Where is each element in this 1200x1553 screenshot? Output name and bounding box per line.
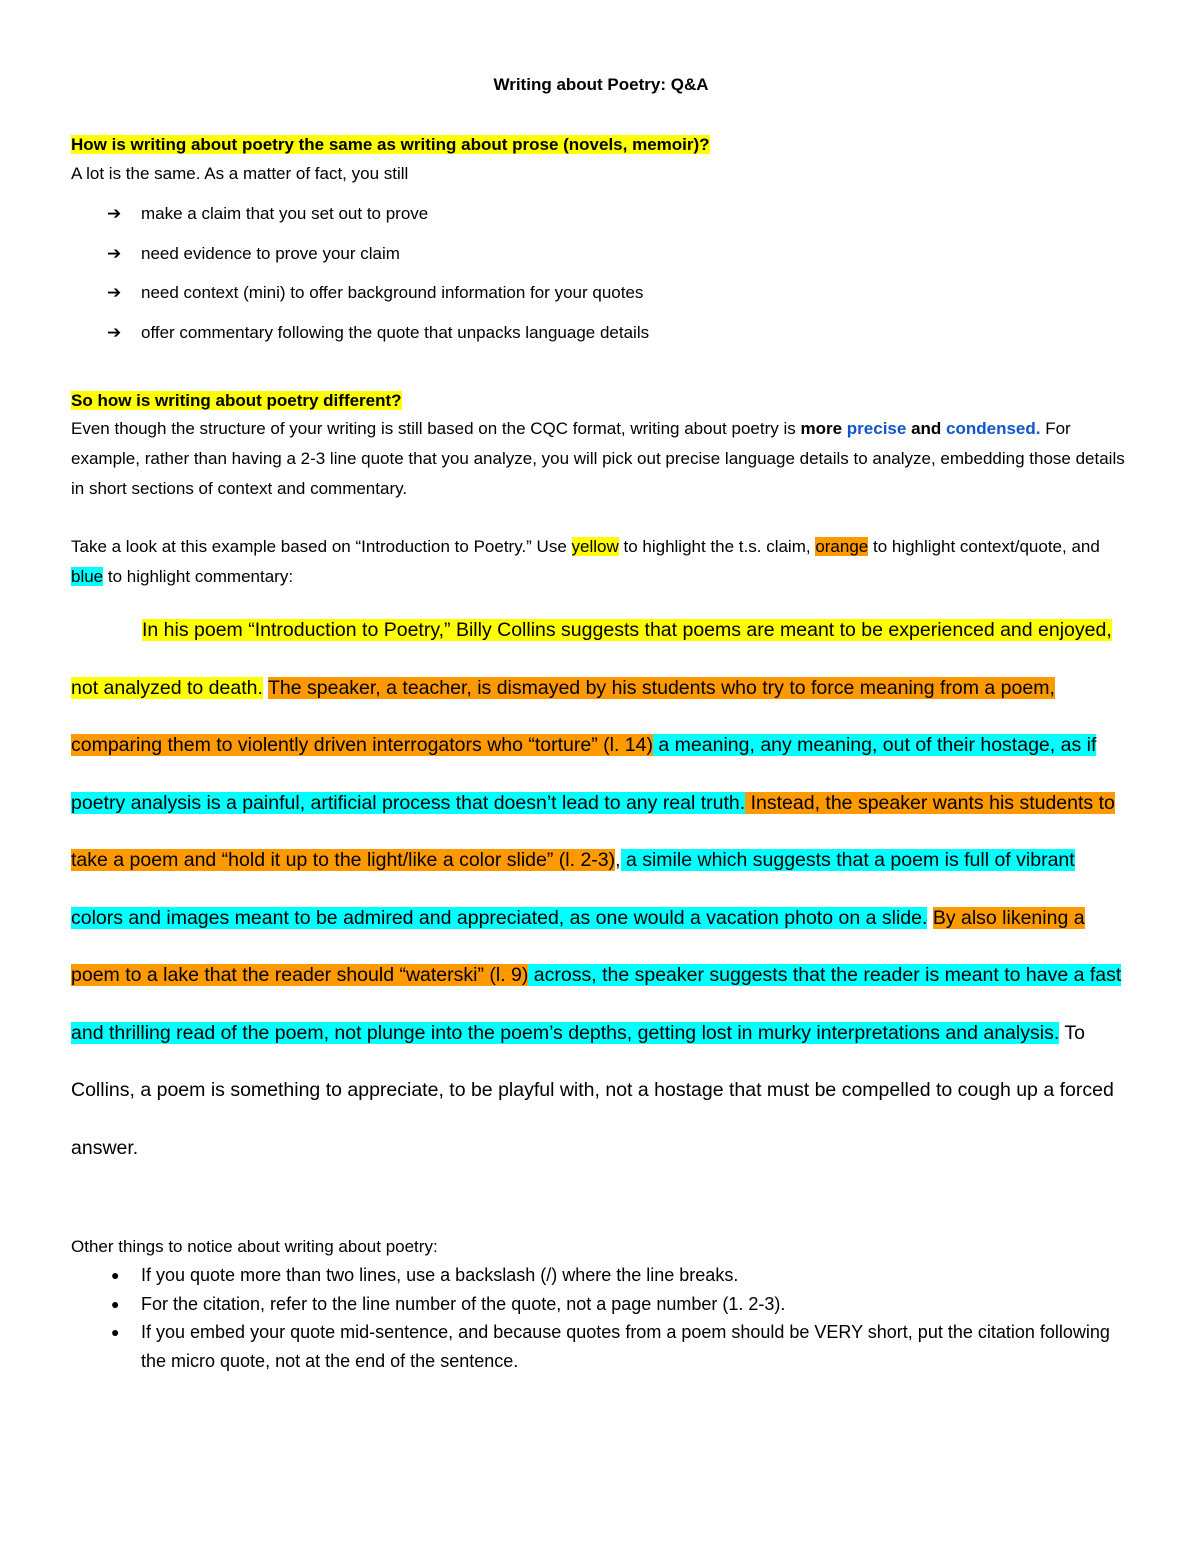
list-item-text: offer commentary following the quote that unpacks language details (141, 322, 650, 342)
text-run: to highlight context/quote, and (868, 537, 1100, 556)
text-run: For example, rather than having a 2-3 line quote that you analyze, you will pick out precise language details to analyze, embedding those details in short sections of context and commentary. (71, 419, 1125, 498)
emphasis-condensed: condensed. (946, 419, 1041, 438)
closing-sentence: To Collins, a poem is something to appreciate, to be playful with, not a hostage that must be compelled to cough up a forced answer. (71, 1021, 1114, 1159)
text-run: to highlight commentary: (103, 567, 294, 586)
section2-question-text: So how is writing about poetry different? (71, 391, 402, 410)
section2-question (71, 388, 1131, 414)
list-item (71, 273, 1131, 313)
bullet-icon: ● (111, 1324, 120, 1340)
spacer (71, 504, 1131, 532)
section1-question (71, 132, 1131, 158)
list-item-text: If you quote more than two lines, use a backslash (/) where the line breaks. (141, 1265, 739, 1285)
list-item (71, 313, 1131, 353)
arrow-icon: ➔ (107, 204, 122, 223)
context-quote-2: Instead, the speaker wants his students to take a poem and “hold it up to the light/like a color slide” (l. 2-3) (71, 791, 1115, 871)
list-item-text: make a claim that you set out to prove (141, 204, 429, 223)
emphasis-precise: precise (846, 419, 907, 438)
commentary-3: across, the speaker suggests that the reader is meant to have a fast and thrilling read of the poem, not plunge into the poem’s depths, getting lost in murky interpretations and analysis. (71, 964, 1122, 1044)
list-item-text: need context (mini) to offer background information for your quotes (141, 283, 644, 302)
other-things-list (71, 1261, 1131, 1375)
commentary-1: a meaning, any meaning, out of their hostage, as if poetry analysis is a painful, artificial process that doesn’t lead to any real truth. (71, 734, 1097, 814)
emphasis-and: and (911, 419, 942, 438)
list-item-text: If you embed your quote mid-sentence, and because quotes from a poem should be VERY short, put the citation following the micro quote, not at the end of the sentence. (141, 1322, 1110, 1371)
text-run: Even though the structure of your writing is still based on the CQC format, writing about poetry is (71, 419, 801, 438)
yellow-label: yellow (571, 537, 619, 556)
claim-sentence: In his poem “Introduction to Poetry,” Billy Collins suggests that poems are meant to be experienced and enjoyed, not analyzed to death. (71, 619, 1112, 699)
example-paragraph (71, 602, 1131, 1177)
spacer (71, 352, 1131, 388)
arrow-icon: ➔ (107, 243, 122, 263)
list-item (71, 1318, 1131, 1375)
list-item (71, 1290, 1131, 1319)
list-item (71, 234, 1131, 274)
list-item (71, 1261, 1131, 1290)
text-run: to highlight the t.s. claim, (618, 537, 816, 556)
section1-intro: A lot is the same. As a matter of fact, you still (71, 164, 409, 183)
document-content (71, 72, 1131, 1375)
list-item-text: need evidence to prove your claim (141, 243, 400, 263)
comma: , (615, 849, 621, 871)
page-title: Writing about Poetry: Q&A (493, 75, 709, 94)
section2-paragraph-2 (71, 532, 1131, 592)
arrow-icon: ➔ (107, 283, 122, 302)
orange-label: orange (815, 537, 869, 556)
context-quote-3: By also likening a poem to a lake that the reader should “waterski” (l. 9) (71, 906, 1085, 986)
section1-question-text: How is writing about poetry the same as writing about prose (novels, memoir)? (71, 135, 710, 154)
other-things-heading: Other things to notice about writing about poetry: (71, 1237, 438, 1256)
commentary-2: a simile which suggests that a poem is full of vibrant colors and images meant to be admired and appreciated, as one would a vacation photo on a slide. (71, 849, 1075, 929)
blue-label: blue (71, 567, 104, 586)
arrow-icon: ➔ (107, 322, 122, 342)
text-run: Take a look at this example based on “Introduction to Poetry.” Use (71, 537, 572, 556)
section2-paragraph-1 (71, 414, 1131, 504)
bullet-icon: ● (111, 1295, 120, 1312)
emphasis-more: more (800, 419, 843, 438)
bullet-icon: ● (111, 1267, 120, 1283)
context-quote-1: The speaker, a teacher, is dismayed by his students who try to force meaning from a poem, comparing them to violently driven interrogators who “torture” (l. 14) (71, 676, 1055, 756)
list-item (71, 194, 1131, 234)
similarities-list (71, 194, 1131, 352)
list-item-text: For the citation, refer to the line number of the quote, not a page number (1. 2-3). (141, 1293, 786, 1314)
